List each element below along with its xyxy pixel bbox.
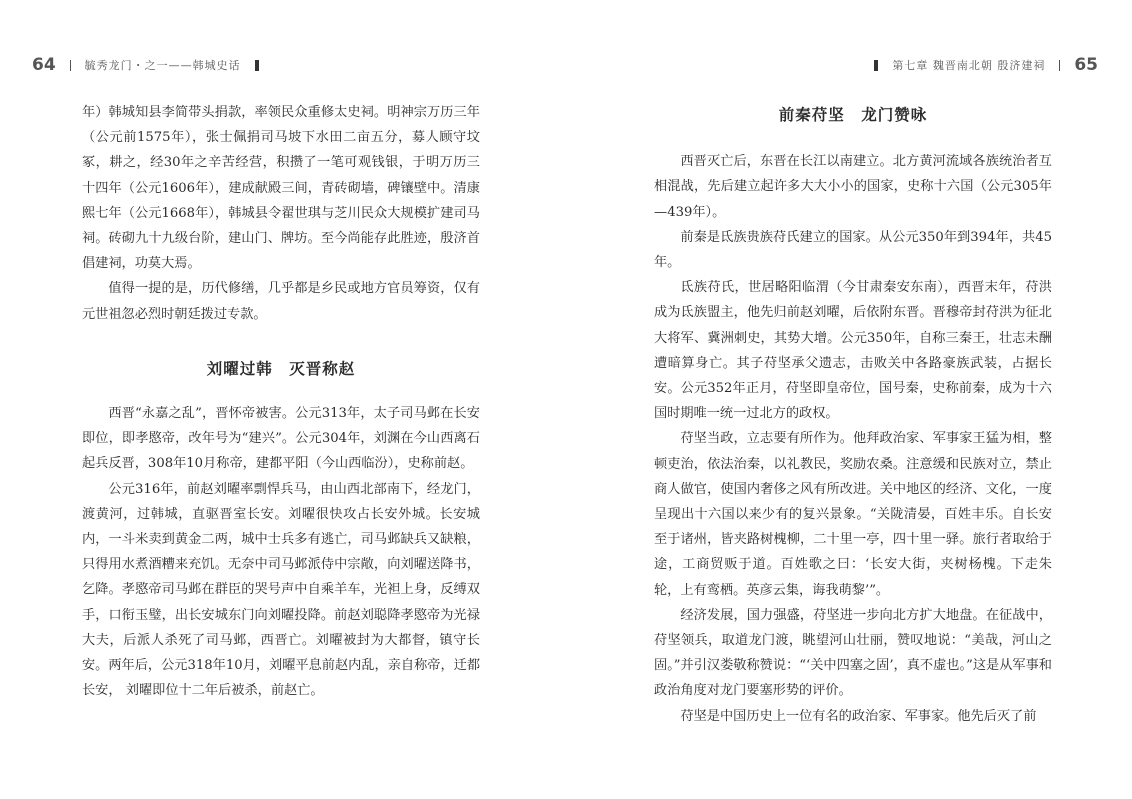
paragraph: 苻坚是中国历史上一位有名的政治家、军事家。他先后灭了前 (680, 708, 1037, 724)
paragraph: 前秦是氐族贵族苻氏建立的国家。从公元350年到394年，共45年。 (654, 229, 1052, 271)
head-block-mark (874, 60, 878, 71)
paragraph: 苻坚当政，立志要有所作为。他拜政治家、军事家王猛为相，整顿吏治，依法治秦，以礼教民，奖励农桑。注意缓和民族对立，禁止商人做官，使国内奢侈之风有所改进。关中地区的经济、文化，一度呈现出十六国以来少有的复兴景象。“关陇清晏，百姓丰乐。自长安至于诸州，皆夹路树槐柳，二十里一亭，四十里一驿。旅行者取给于途，工商贸贩于道。百姓歌之曰：‘长安大街，夹树杨槐。下走朱轮，上有鸾栖。英彦云集，诲我萌黎’”。 (654, 431, 1052, 598)
divider-bar (70, 60, 71, 71)
paragraph: 西晋灭亡后，东晋在长江以南建立。北方黄河流域各族统治者互相混战，先后建立起许多大大小小的国家，史称十六国（公元305年—439年）。 (654, 154, 1052, 220)
left-body-text (82, 100, 480, 703)
paragraph: 年）韩城知县李简带头捐款，率领民众重修太史祠。明神宗万历三年（公元前1575年），张士佩捐司马坡下水田二亩五分，募人顾守坟冢，耕之，经30年之辛苦经营，积攒了一笔可观钱银，于明万历三十四年（公元1606年），建成献殿三间，青砖砌墙，碑镶壁中。清康熙七年（公元1668年），韩城县令翟世琪与芝川民众大规模扩建司马祠。砖砌九十九级台阶，建山门、牌坊。至今尚能存此胜迹，殷济首倡建祠，功莫大焉。 (82, 105, 480, 272)
head-block-mark (255, 60, 259, 71)
right-body-text (654, 100, 1052, 729)
page-number-left: 64 (32, 55, 56, 75)
chapter-title: 第七章 魏晋南北朝 殷济建祠 (892, 59, 1046, 72)
running-head-right (860, 54, 1098, 76)
paragraph: 值得一提的是，历代修缮，几乎都是乡民或地方官员筹资，仅有元世祖忽必烈时朝廷拨过专款。 (82, 281, 480, 322)
section-heading: 前秦苻坚 龙门赞咏 (778, 105, 928, 124)
book-title: 毓秀龙门・之一——韩城史话 (84, 59, 241, 72)
paragraph: 氐族苻氏，世居略阳临渭（今甘肃秦安东南），西晋末年，苻洪成为氐族盟主，他先归前赵刘曜，后依附东晋。晋穆帝封苻洪为征北大将军、冀洲刺史，其势大增。公元350年，自称三秦王，壮志未酬遭暗算身亡。其子苻坚承父遗志，击败关中各路豪族武装，占据长安。公元352年正月，苻坚即皇帝位，国号秦，史称前秦，成为十六国时期唯一统一过北方的政权。 (654, 280, 1052, 422)
paragraph: 公元316年，前赵刘曜率剽悍兵马，由山西北部南下，经龙门，渡黄河，过韩城，直驱晋室长安。刘曜很快攻占长安外城。长安城内，一斗米卖到黄金二两，城中士兵多有逃亡，司马邺缺兵又缺粮，只得用水煮酒糟来充饥。无奈中司马邺派侍中宗敞，向刘曜送降书，乞降。孝愍帝司马邺在群臣的哭号声中自乘羊车，光袒上身，反缚双手，口衔玉璧，出长安城东门向刘曜投降。前赵刘聪降孝愍帝为光禄大夫，后派人杀死了司马邺，西晋亡。刘曜被封为大都督，镇守长安。两年后，公元318年10月，刘曜平息前赵内乱，亲自称帝，迁都长安， 刘曜即位十二年后被杀，前赵亡。 (82, 481, 481, 699)
paragraph: 经济发展，国力强盛，苻坚进一步向北方扩大地盘。在征战中，苻坚领兵，取道龙门渡，眺望河山壮丽，赞叹地说：“美哉，河山之固。”并引汉娄敬称赞说：“‘关中四塞之固’，真不虚也。”这是从军事和政治角度对龙门要塞形势的评价。 (654, 607, 1052, 699)
page-number-right: 65 (1074, 55, 1098, 75)
running-head-left (32, 54, 273, 76)
paragraph: 西晋“永嘉之乱”，晋怀帝被害。公元313年，太子司马邺在长安即位，即孝愍帝，改年号为“建兴”。公元304年，刘渊在今山西离石起兵反晋，308年10月称帝，建都平阳（今山西临汾），史称前赵。 (82, 406, 480, 472)
divider-bar (1059, 60, 1060, 71)
section-heading: 刘曜过韩 灭晋称赵 (206, 358, 356, 378)
